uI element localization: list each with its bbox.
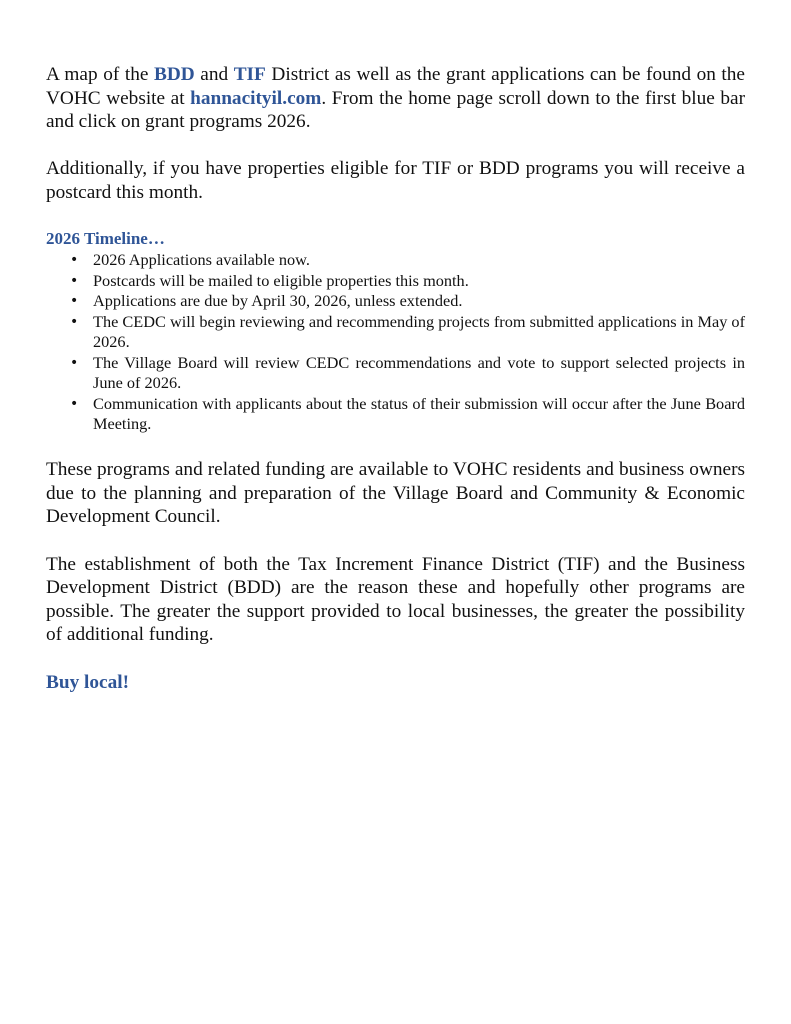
website-link[interactable]: hannacityil.com <box>190 87 322 109</box>
closing-slogan: Buy local! <box>46 671 130 693</box>
tif-term: TIF <box>233 64 266 85</box>
text: . From the home page scroll down to the first blue bar and click on grant programs 2026. <box>46 87 745 133</box>
list-item: • Applications are due by April 30, 2026, unless extended. <box>93 291 745 312</box>
districts-paragraph: The establishment of both the Tax Increment Finance District (TIF) and the Business Development District (BDD) are the reason these and hopefully other programs are possible. The greater the support provided to local businesses, the greater the possibility of additional funding. <box>46 553 745 646</box>
list-item: • Communication with applicants about the status of their submission will occur after the June Board Meeting. <box>93 394 745 435</box>
timeline-list <box>46 250 745 435</box>
timeline-heading: 2026 Timeline… <box>46 229 165 249</box>
list-item: • 2026 Applications available now. <box>93 250 745 271</box>
postcard-paragraph: Additionally, if you have properties eligible for TIF or BDD programs you will receive a postcard this month. <box>46 158 745 203</box>
text: and <box>194 64 234 85</box>
text: A map of the <box>46 64 154 85</box>
list-item: • The Village Board will review CEDC recommendations and vote to support selected projects in June of 2026. <box>93 353 745 394</box>
list-item: • Postcards will be mailed to eligible properties this month. <box>93 271 745 292</box>
list-item: • The CEDC will begin reviewing and recommending projects from submitted applications in May of 2026. <box>93 312 745 353</box>
bdd-term: BDD <box>153 64 195 85</box>
document-page <box>46 63 745 695</box>
text: District as well as the grant applications can be found on the VOHC website at <box>46 64 745 109</box>
intro-paragraph <box>46 63 745 134</box>
funding-paragraph: These programs and related funding are available to VOHC residents and business owners due to the planning and preparation of the Village Board and Community & Economic Development Council. <box>46 459 745 528</box>
